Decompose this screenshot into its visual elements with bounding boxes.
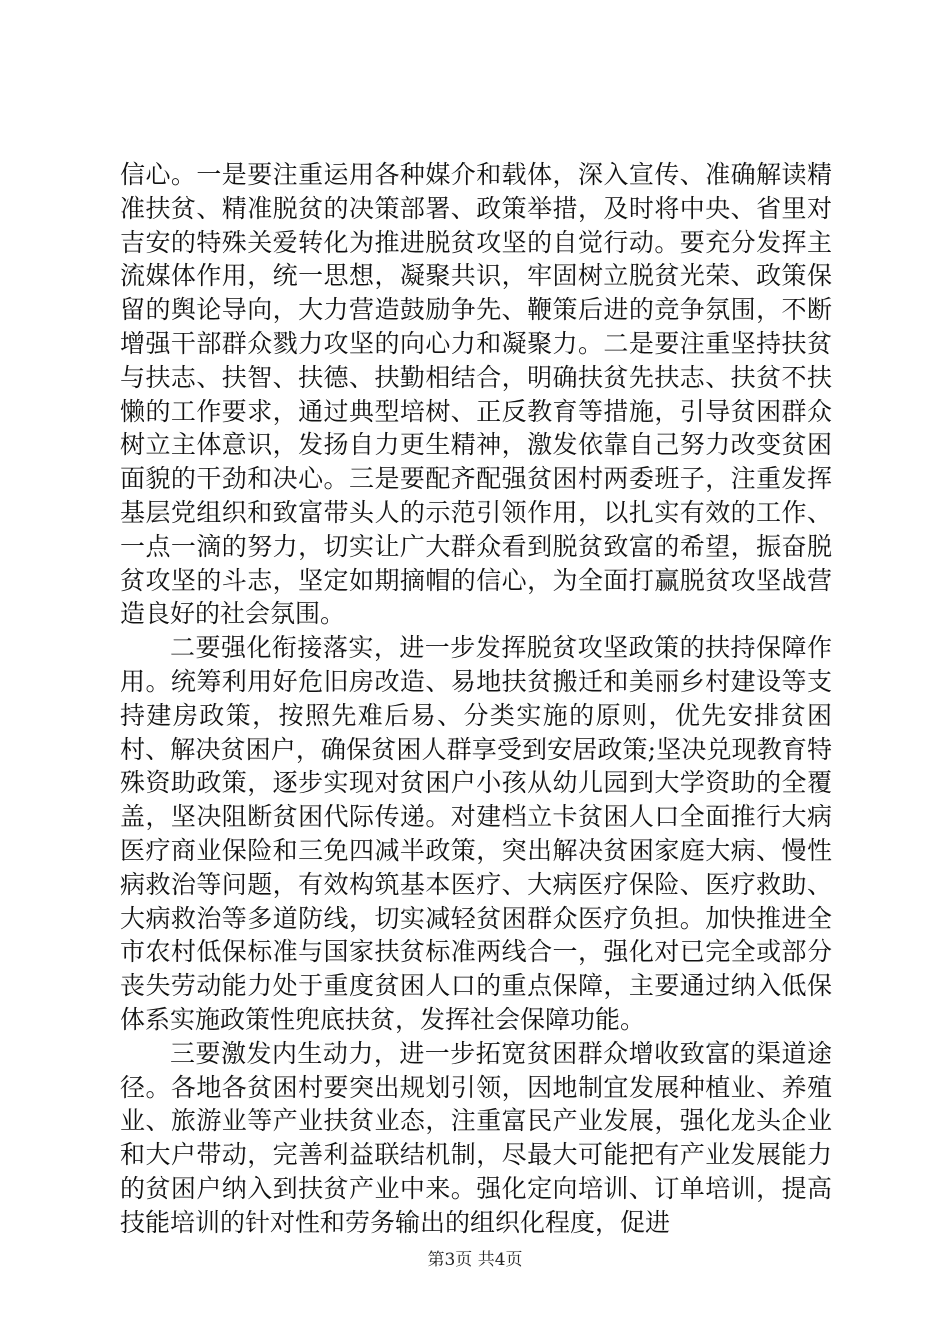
paragraph-policy-support: 二要强化衔接落实，进一步发挥脱贫攻坚政策的扶持保障作用。统筹利用好危旧房改造、易地扶贫搬迁和美丽乡村建设等支持建房政策，按照先难后易、分类实施的原则，优先安排贫困村、解决贫困户，确保贫困人群享受到安居政策;坚决兑现教育特殊资助政策，逐步实现对贫困户小孩从幼儿园到大学资助的全覆盖，坚决阻断贫困代际传递。对建档立卡贫困人口全面推行大病医疗商业保险和三免四减半政策，突出解决贫困家庭大病、慢性病救治等问题，有效构筑基本医疗、大病医疗保险、医疗救助、大病救治等多道防线，切实减轻贫困群众医疗负担。加快推进全市农村低保标准与国家扶贫标准两线合一，强化对已完全或部分丧失劳动能力处于重度贫困人口的重点保障，主要通过纳入低保体系实施政策性兜底扶贫，发挥社会保障功能。 (120, 633, 832, 1034)
paragraph-internal-motivation: 三要激发内生动力，进一步拓宽贫困群众增收致富的渠道途径。各地各贫困村要突出规划引领，因地制宜发展种植业、养殖业、旅游业等产业扶贫业态，注重富民产业发展，强化龙头企业和大户带动，完善利益联结机制，尽最大可能把有产业发展能力的贫困户纳入到扶贫产业中来。强化定向培训、订单培训，提高技能培训的针对性和劳务输出的组织化程度，促进 (120, 1038, 832, 1237)
page-footer: 第3页 共4页 (427, 1250, 523, 1270)
body-text (120, 158, 832, 1240)
paragraph-continuation: 信心。一是要注重运用各种媒介和载体，深入宣传、准确解读精准扶贫、精准脱贫的决策部署、政策举措，及时将中央、省里对吉安的特殊关爱转化为推进脱贫攻坚的自觉行动。要充分发挥主流媒体作用，统一思想，凝聚共识，牢固树立脱贫光荣、政策保留的舆论导向，大力营造鼓励争先、鞭策后进的竞争氛围，不断增强干部群众戮力攻坚的向心力和凝聚力。二是要注重坚持扶贫与扶志、扶智、扶德、扶勤相结合，明确扶贫先扶志、扶贫不扶懒的工作要求，通过典型培树、正反教育等措施，引导贫困群众树立主体意识，发扬自力更生精神，激发依靠自己努力改变贫困面貌的干劲和决心。三是要配齐配强贫困村两委班子，注重发挥基层党组织和致富带头人的示范引领作用，以扎实有效的工作、一点一滴的努力，切实让广大群众看到脱贫致富的希望，振奋脱贫攻坚的斗志，坚定如期摘帽的信心，为全面打赢脱贫攻坚战营造良好的社会氛围。 (120, 160, 832, 629)
